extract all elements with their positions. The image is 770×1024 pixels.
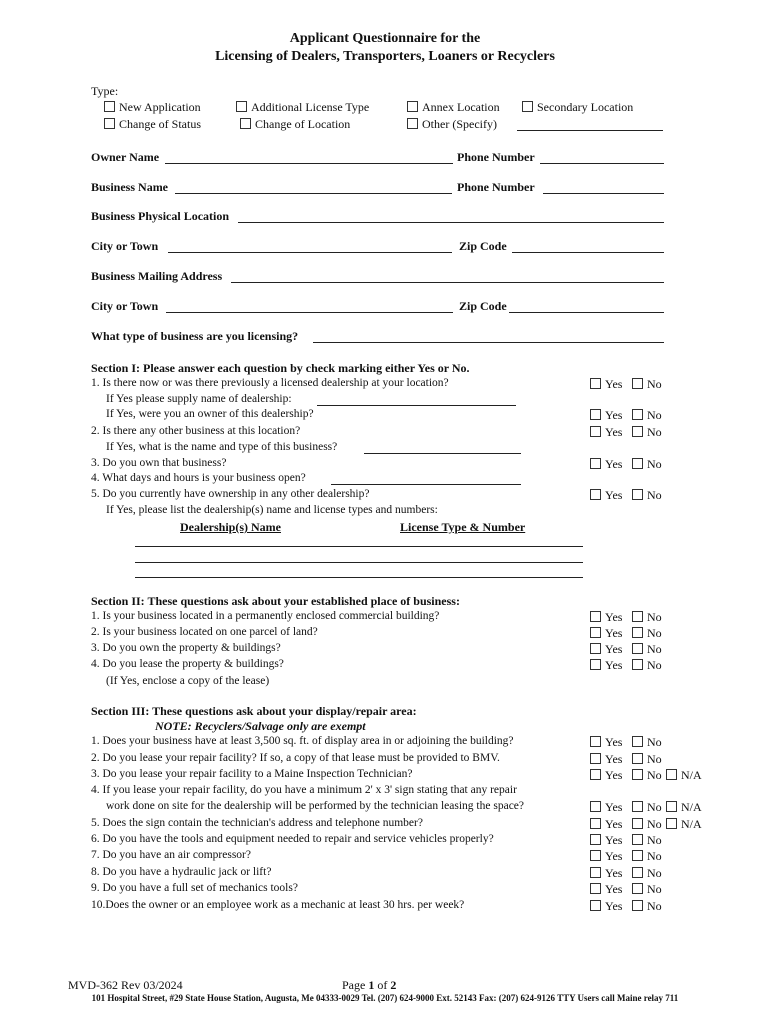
type-option-change-of-status[interactable] (104, 117, 201, 132)
s1-q5: 5. Do you currently have ownership in any other dealership? (91, 488, 370, 500)
answer-label: Yes (605, 899, 623, 913)
s3-q5-na[interactable] (666, 817, 702, 832)
answer-label: Yes (605, 642, 623, 656)
physical-location-label: Business Physical Location (91, 209, 230, 223)
answer-label: No (647, 800, 662, 814)
answer-label: No (647, 626, 662, 640)
type-option-new-application[interactable] (104, 100, 201, 115)
answer-label: Yes (605, 425, 623, 439)
answer-label: Yes (605, 817, 623, 831)
owner-name-label: Owner Name (91, 150, 160, 164)
s2-q2-yes[interactable] (590, 626, 622, 641)
s3-q4b: work done on site for the dealership will be performed by the technician leasing the space? (106, 800, 525, 812)
checkbox[interactable] (590, 883, 601, 894)
checkbox[interactable] (632, 627, 643, 638)
answer-label: No (647, 488, 662, 502)
checkbox[interactable] (590, 627, 601, 638)
answer-label: Yes (605, 457, 623, 471)
s1-q4: 4. What days and hours is your business open? (91, 472, 306, 484)
checkbox[interactable] (236, 101, 247, 112)
answer-label: No (647, 457, 662, 471)
page-prefix: Page (342, 978, 369, 992)
mailing-city-field[interactable] (166, 312, 453, 313)
answer-label: Yes (605, 735, 623, 749)
zip-code-label: Zip Code (459, 239, 507, 253)
s3-q6-no[interactable] (632, 833, 662, 848)
answer-label: N/A (681, 800, 702, 814)
s3-q9: 9. Do you have a full set of mechanics tools? (91, 882, 298, 894)
checkbox[interactable] (590, 378, 601, 389)
s2-q2: 2. Is your business located on one parcel of land? (91, 626, 318, 638)
checkbox[interactable] (632, 378, 643, 389)
s3-q3-na[interactable] (666, 768, 702, 783)
checkbox[interactable] (632, 834, 643, 845)
s3-q3-yes[interactable] (590, 768, 622, 783)
type-option-secondary-location[interactable] (522, 100, 633, 115)
section-1-heading: Section I: Please answer each question by check marking either Yes or No. (91, 361, 470, 375)
checkbox[interactable] (666, 801, 677, 812)
s1-q5-yes[interactable] (590, 488, 622, 503)
checkbox[interactable] (632, 458, 643, 469)
answer-label: Yes (605, 377, 623, 391)
option-label: Annex Location (422, 100, 500, 114)
answer-label: No (647, 408, 662, 422)
mailing-address-label: Business Mailing Address (91, 269, 223, 283)
checkbox[interactable] (632, 769, 643, 780)
checkbox[interactable] (590, 409, 601, 420)
option-label: New Application (119, 100, 201, 114)
answer-label: Yes (605, 658, 623, 672)
business-type-field[interactable] (313, 342, 664, 343)
type-option-other[interactable] (407, 117, 497, 132)
answer-label: Yes (605, 800, 623, 814)
answer-label: Yes (605, 833, 623, 847)
option-label: Change of Status (119, 117, 201, 131)
answer-label: No (647, 377, 662, 391)
checkbox[interactable] (590, 643, 601, 654)
type-label: Type: (91, 84, 119, 98)
zip-code-field[interactable] (512, 252, 664, 253)
checkbox[interactable] (632, 753, 643, 764)
s3-q8: 8. Do you have a hydraulic jack or lift? (91, 866, 272, 878)
checkbox[interactable] (632, 900, 643, 911)
answer-label: N/A (681, 768, 702, 782)
section-3-heading: Section III: These questions ask about your display/repair area: (91, 704, 417, 718)
checkbox[interactable] (522, 101, 533, 112)
checkbox[interactable] (407, 118, 418, 129)
mailing-zip-field[interactable] (509, 312, 664, 313)
s1-q2a-field[interactable] (364, 453, 521, 454)
answer-label: Yes (605, 849, 623, 863)
s3-q10-yes[interactable] (590, 899, 622, 914)
s1-q1b: If Yes, were you an owner of this dealership? (106, 408, 314, 420)
s2-q4a: (If Yes, enclose a copy of the lease) (106, 675, 270, 687)
checkbox[interactable] (666, 769, 677, 780)
s1-q1a: If Yes please supply name of dealership: (106, 393, 292, 405)
s1-q1b-yes[interactable] (590, 408, 622, 423)
form-title-line2: Licensing of Dealers, Transporters, Loaners or Recyclers (215, 49, 555, 64)
option-label: Additional License Type (251, 100, 370, 114)
checkbox[interactable] (632, 867, 643, 878)
s3-q5-no[interactable] (632, 817, 662, 832)
answer-label: Yes (605, 768, 623, 782)
checkbox[interactable] (590, 611, 601, 622)
s3-q3: 3. Do you lease your repair facility to a Maine Inspection Technician? (91, 768, 413, 780)
answer-label: No (647, 610, 662, 624)
checkbox[interactable] (240, 118, 251, 129)
checkbox[interactable] (632, 409, 643, 420)
s1-q1b-no[interactable] (632, 408, 662, 423)
page-of: of (374, 978, 391, 992)
checkbox[interactable] (632, 883, 643, 894)
s3-q4-na[interactable] (666, 800, 702, 815)
checkbox[interactable] (632, 659, 643, 670)
s1-q2a: If Yes, what is the name and type of this business? (106, 441, 338, 453)
owner-name-field[interactable] (165, 163, 453, 164)
s1-q3-no[interactable] (632, 457, 662, 472)
checkbox[interactable] (632, 850, 643, 861)
other-specify-field[interactable] (517, 130, 663, 131)
s2-q2-no[interactable] (632, 626, 662, 641)
s2-q1-yes[interactable] (590, 610, 622, 625)
s3-q2: 2. Do you lease your repair facility? If so, a copy of that lease must be provided to BMV. (91, 752, 500, 764)
checkbox[interactable] (632, 611, 643, 622)
type-option-additional-license[interactable] (236, 100, 369, 115)
s2-q1-no[interactable] (632, 610, 662, 625)
s1-q2: 2. Is there any other business at this location? (91, 425, 301, 437)
answer-label: Yes (605, 882, 623, 896)
checkbox[interactable] (590, 801, 601, 812)
checkbox[interactable] (590, 659, 601, 670)
s2-q3-no[interactable] (632, 642, 662, 657)
answer-label: No (647, 658, 662, 672)
s1-q2-yes[interactable] (590, 425, 622, 440)
section-3-note: NOTE: Recyclers/Salvage only are exempt (155, 719, 366, 733)
s2-q3: 3. Do you own the property & buildings? (91, 642, 281, 654)
checkbox[interactable] (590, 900, 601, 911)
option-label: Other (Specify) (422, 117, 497, 131)
s3-q5-yes[interactable] (590, 817, 622, 832)
answer-label: Yes (605, 610, 623, 624)
checkbox[interactable] (632, 801, 643, 812)
checkbox[interactable] (590, 426, 601, 437)
s3-q7: 7. Do you have an air compressor? (91, 849, 251, 861)
answer-label: No (647, 768, 662, 782)
s3-q8-yes[interactable] (590, 866, 622, 881)
phone-number-label: Phone Number (457, 150, 535, 164)
s1-q1: 1. Is there now or was there previously a licensed dealership at your location? (91, 377, 449, 389)
checkbox[interactable] (632, 643, 643, 654)
s1-q5-no[interactable] (632, 488, 662, 503)
answer-label: No (647, 642, 662, 656)
mailing-zip-label: Zip Code (459, 299, 507, 313)
s3-q9-yes[interactable] (590, 882, 622, 897)
s2-q3-yes[interactable] (590, 642, 622, 657)
type-option-change-of-location[interactable] (240, 117, 350, 132)
option-label: Secondary Location (537, 100, 634, 114)
license-type-column: License Type & Number (400, 520, 526, 534)
type-option-annex-location[interactable] (407, 100, 500, 115)
checkbox[interactable] (590, 769, 601, 780)
section-2-heading: Section II: These questions ask about your established place of business: (91, 594, 460, 608)
checkbox[interactable] (407, 101, 418, 112)
mailing-city-label: City or Town (91, 299, 159, 313)
s3-q6: 6. Do you have the tools and equipment needed to repair and service vehicles properly? (91, 833, 494, 845)
s3-q7-yes[interactable] (590, 849, 622, 864)
checkbox[interactable] (104, 101, 115, 112)
business-phone-field[interactable] (543, 193, 664, 194)
s3-q2-no[interactable] (632, 752, 662, 767)
s2-q1: 1. Is your business located in a permanently enclosed commercial building? (91, 610, 440, 622)
s3-q1-yes[interactable] (590, 735, 622, 750)
s2-q4-yes[interactable] (590, 658, 622, 673)
answer-label: No (647, 833, 662, 847)
s2-q4-no[interactable] (632, 658, 662, 673)
s1-q1-yes[interactable] (590, 377, 622, 392)
answer-label: No (647, 752, 662, 766)
checkbox[interactable] (590, 458, 601, 469)
checkbox[interactable] (590, 489, 601, 500)
dealership-line-1[interactable] (135, 546, 583, 547)
s3-q5: 5. Does the sign contain the technician's address and telephone number? (91, 817, 423, 829)
dealership-name-column: Dealership(s) Name (180, 520, 281, 534)
s3-q7-no[interactable] (632, 849, 662, 864)
answer-label: No (647, 817, 662, 831)
s1-q1-no[interactable] (632, 377, 662, 392)
dealership-line-2[interactable] (135, 562, 583, 563)
s1-q5a: If Yes, please list the dealership(s) name and license types and numbers: (106, 504, 438, 516)
checkbox[interactable] (666, 818, 677, 829)
s3-q1: 1. Does your business have at least 3,500 sq. ft. of display area in or adjoining the building? (91, 735, 514, 747)
answer-label: No (647, 735, 662, 749)
checkbox[interactable] (104, 118, 115, 129)
checkbox[interactable] (590, 834, 601, 845)
s3-q10-no[interactable] (632, 899, 662, 914)
option-label: Change of Location (255, 117, 351, 131)
page-number: 1 (368, 978, 375, 992)
s3-q4-yes[interactable] (590, 800, 622, 815)
form-id: MVD-362 Rev 03/2024 (68, 978, 183, 992)
s1-q2-no[interactable] (632, 425, 662, 440)
answer-label: Yes (605, 408, 623, 422)
s3-q1-no[interactable] (632, 735, 662, 750)
s1-q1a-field[interactable] (317, 405, 516, 406)
city-town-field[interactable] (168, 252, 452, 253)
s3-q3-no[interactable] (632, 768, 662, 783)
checkbox[interactable] (632, 426, 643, 437)
s2-q4: 4. Do you lease the property & buildings? (91, 658, 284, 670)
checkbox[interactable] (590, 736, 601, 747)
s3-q10: 10.Does the owner or an employee work as a mechanic at least 30 hrs. per week? (91, 899, 465, 911)
answer-label: Yes (605, 866, 623, 880)
answer-label: No (647, 882, 662, 896)
answer-label: N/A (681, 817, 702, 831)
answer-label: No (647, 866, 662, 880)
checkbox[interactable] (590, 867, 601, 878)
page-indicator (342, 978, 396, 993)
s3-q6-yes[interactable] (590, 833, 622, 848)
physical-location-field[interactable] (238, 222, 664, 223)
s3-q9-no[interactable] (632, 882, 662, 897)
s1-q3-yes[interactable] (590, 457, 622, 472)
s3-q4-no[interactable] (632, 800, 662, 815)
business-name-field[interactable] (175, 193, 452, 194)
s3-q8-no[interactable] (632, 866, 662, 881)
dealership-line-3[interactable] (135, 577, 583, 578)
answer-label: Yes (605, 752, 623, 766)
s1-q4-field[interactable] (331, 484, 521, 485)
business-name-label: Business Name (91, 180, 169, 194)
s3-q4: 4. If you lease your repair facility, do you have a minimum 2' x 3' sign stating that any repair (91, 784, 517, 796)
answer-label: No (647, 425, 662, 439)
answer-label: Yes (605, 488, 623, 502)
s3-q2-yes[interactable] (590, 752, 622, 767)
business-type-label: What type of business are you licensing? (91, 329, 299, 343)
checkbox[interactable] (590, 850, 601, 861)
form-title-line1: Applicant Questionnaire for the (289, 31, 481, 46)
checkbox[interactable] (590, 818, 601, 829)
phone-number-field[interactable] (540, 163, 664, 164)
mailing-address-field[interactable] (231, 282, 664, 283)
answer-label: No (647, 899, 662, 913)
city-town-label: City or Town (91, 239, 159, 253)
checkbox[interactable] (632, 818, 643, 829)
answer-label: No (647, 849, 662, 863)
business-phone-label: Phone Number (457, 180, 535, 194)
page-total: 2 (390, 978, 397, 992)
s1-q3: 3. Do you own that business? (91, 457, 227, 469)
checkbox[interactable] (632, 736, 643, 747)
answer-label: Yes (605, 626, 623, 640)
checkbox[interactable] (632, 489, 643, 500)
checkbox[interactable] (590, 753, 601, 764)
footer-address: 101 Hospital Street, #29 State House Station, Augusta, Me 04333-0029 Tel. (207) 624-9000 Ext. 52143 Fax: (207) 624-9126 TTY Users call Maine relay 711 (91, 993, 679, 1003)
